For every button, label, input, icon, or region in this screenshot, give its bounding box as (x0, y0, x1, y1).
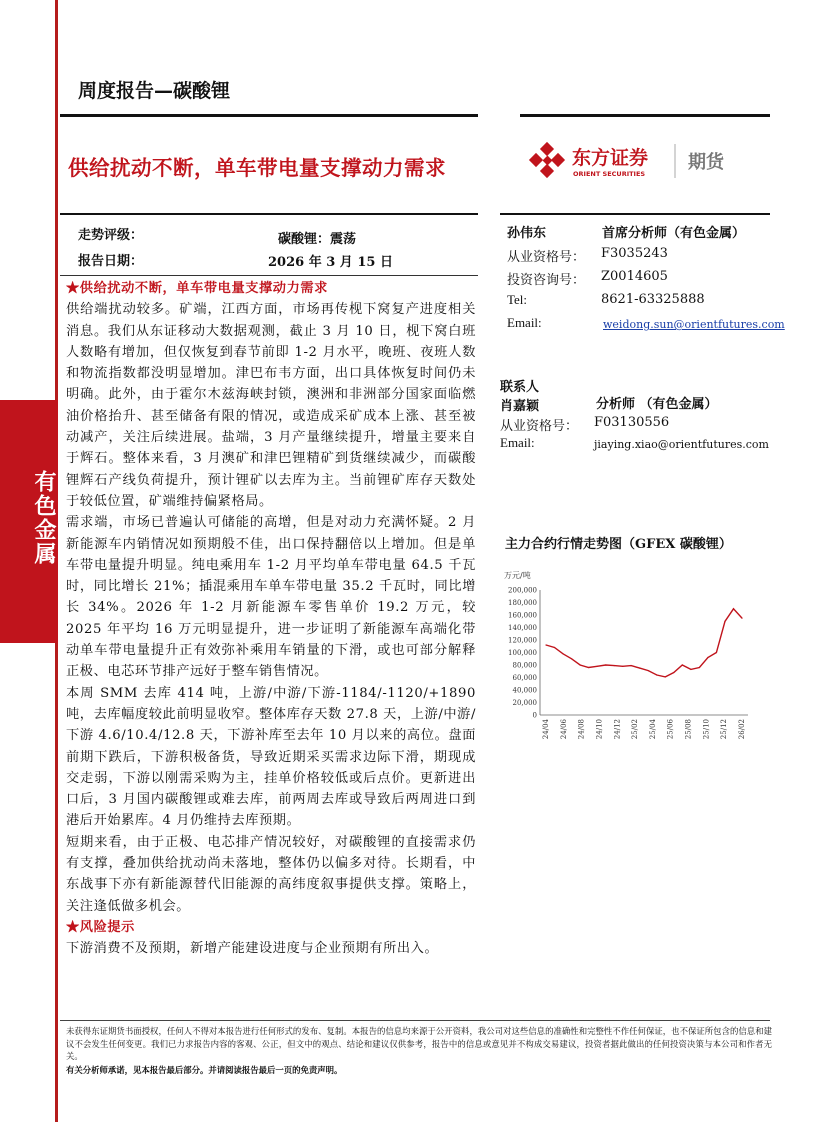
y-tick-label: 200,000 (508, 586, 537, 595)
risk-heading: ★风险提示 (66, 919, 135, 935)
y-axis-label: 万元/吨 (504, 571, 531, 580)
logo-text-en: ORIENT SECURITIES (573, 170, 646, 178)
data-point (622, 666, 623, 667)
y-tick-label: 140,000 (508, 624, 537, 632)
analyst-name: 孙伟东 (507, 226, 547, 241)
analyst-invest-label: 投资咨询号： (507, 273, 586, 288)
x-tick-label: 25/06 (666, 719, 675, 740)
data-point (545, 644, 546, 645)
analyst-tel: 8621-63325888 (601, 292, 705, 307)
data-point (614, 665, 615, 666)
x-tick-label: 24/04 (542, 719, 550, 740)
y-tick-label: 0 (532, 711, 537, 720)
y-tick-label: 40,000 (512, 686, 537, 695)
logo-division: 期货 (688, 152, 724, 173)
data-point (562, 653, 563, 654)
rating-label: 走势评级： (78, 228, 144, 243)
data-point (716, 652, 717, 653)
x-tick-label: 24/06 (559, 719, 568, 740)
y-tick-label: 60,000 (512, 674, 537, 682)
logo-text-cn: 东方证券 (572, 147, 649, 169)
risk-text: 下游消费不及预期，新增产能建设进度与企业预期有所出入。 (66, 941, 439, 957)
data-point (699, 667, 700, 668)
analyst-cert: F3035243 (601, 246, 668, 261)
x-tick-label: 25/12 (720, 719, 729, 740)
analyst-email-label: Email: (507, 315, 542, 330)
date-label: 报告日期： (78, 254, 144, 269)
contact-name: 肖嘉颖 (500, 399, 540, 414)
rating-value: 碳酸锂：震荡 (278, 232, 357, 247)
x-tick-label: 25/02 (631, 719, 640, 740)
contact-cert: F03130556 (594, 415, 670, 430)
contact-email-label: Email: (500, 435, 535, 450)
data-point (733, 608, 734, 609)
x-tick-label: 25/04 (648, 719, 657, 740)
y-tick-label: 100,000 (508, 649, 537, 657)
report-type: 周度报告—碳酸锂 (78, 80, 231, 102)
x-tick-label: 24/12 (613, 719, 622, 740)
divider (60, 213, 478, 215)
x-tick-label: 24/10 (595, 719, 604, 740)
data-point (724, 621, 725, 622)
contact-email[interactable]: jiaying.xiao@orientfutures.com (594, 438, 769, 451)
report-body (66, 278, 476, 960)
x-tick-label: 25/10 (702, 719, 711, 740)
data-point (571, 658, 572, 659)
logo-mark-icon (528, 140, 768, 182)
chart-title: 主力合约行情走势图（GFEX 碳酸锂） (505, 537, 732, 552)
sidebar-label: 有色金属 (31, 470, 56, 566)
analyst-title: 首席分析师（有色金属） (602, 226, 746, 241)
data-point (665, 676, 666, 677)
divider (60, 114, 478, 117)
analyst-tel-label: Tel: (507, 292, 528, 307)
paragraph-demand: 需求端，市场已普遍认可储能的高增，但是对动力充满怀疑。2 月新能源车内销情况如预期般不佳，出口保持翻倍以上增加。但是单车带电量提升明显。纯电乘用车 1-2 月平均单车带电量 64.5 千瓦时，同比增长 21%；插混乘用车单车带电量 35.2 千瓦时，同比增长 34%。2026 年 1-2 月新能源车零售单价 19.2 万元，较 2025 年平均 16 万元明显提升，进一步证明了新能源车高端化带动单车带电量提升正有效弥补乘用车销量的下滑，或也可部分解释正极、电芯环节排产远好于整车销售情况。 (66, 515, 476, 680)
data-point (741, 618, 742, 619)
data-point (580, 664, 581, 665)
report-date: 2026 年 3 月 15 日 (268, 255, 393, 270)
data-point (605, 664, 606, 665)
x-tick-label: 25/08 (684, 719, 693, 740)
data-point (597, 666, 598, 667)
disclaimer: 未获得东证期货书面授权，任何人不得对本报告进行任何形式的发布、复制。本报告的信息均来源于公开资料，我公司对这些信息的准确性和完整性不作任何保证，也不保证所包含的信息和建议不会发生任何变更。我们已力求报告内容的客观、公正，但文中的观点、结论和建议仅供参考，报告中的信息或意见并不构成交易建议，投资者据此做出的任何投资决策与本公司和作者无关。 (66, 1026, 772, 1061)
divider (500, 213, 770, 215)
data-point (656, 674, 657, 675)
divider (60, 275, 478, 276)
page-title: 供给扰动不断，单车带电量支撑动力需求 (68, 156, 446, 180)
contact-heading: 联系人 (500, 380, 540, 395)
sidebar-top (0, 0, 58, 400)
sidebar-bottom (0, 643, 58, 1122)
company-logo (528, 140, 768, 182)
data-point (631, 665, 632, 666)
contact-title: 分析师 （有色金属） (596, 397, 718, 412)
data-point (673, 672, 674, 673)
paragraph-outlook: 短期来看，由于正极、电芯排产情况较好，对碳酸锂的直接需求仍有支撑，叠加供给扰动尚未落地，整体仍以偏多对待。长期看，中东战事下亦有新能源替代旧能源的高纬度叙事提供支撑。策略上，关注逢低做多机会。 (66, 834, 476, 914)
y-tick-label: 160,000 (508, 611, 537, 620)
paragraph-supply: 供给端扰动较多。矿端，江西方面，市场再传枧下窝复产进度相关消息。我们从东证移动大数据观测，截止 3 月 10 日，枧下窝白班人数略有增加，但仅恢复到春节前即 1-2 月水平，晚班、夜班人数和物流指数都没明显增加。津巴布韦方面，出口具体恢复时间仍未明确。此外，由于霍尔木兹海峡封锁，澳洲和非洲部分国家面临燃油价格抬升、甚至储备有限的情况，或造成采矿成本上涨、甚至被动减产，关注后续进展。盐端，3 月产量继续提升，增量主要来自于辉石。整体来看，3 月澳矿和津巴锂精矿到货继续减少，而碳酸锂辉石产线负荷提升，预计锂矿以去库为主。当前锂矿库存天数处于较低位置，矿端维持偏紧格局。 (66, 302, 476, 509)
data-point (554, 647, 555, 648)
paragraph-inventory: 本周 SMM 去库 414 吨，上游/中游/下游-1184/-1120/+1890 吨，去库幅度较此前明显收窄。整体库存天数 27.8 天，上游/中游/下游 4.6/10.4/12.8 天，下游补库至去年 10 月以来的高位。盘面前期下跌后，下游积极备货，导致近期采买需求边际下滑，期现成交走弱，下游以刚需采购为主，挂单价格较低或后点价。更新进出口后，3 月国内碳酸锂或难去库，前两周去库或导致后两周进口到港后开始累库。4 月仍维持去库预期。 (66, 685, 476, 829)
x-tick-label: 24/08 (577, 719, 586, 740)
x-tick-label: 26/02 (738, 719, 746, 740)
data-point (707, 657, 708, 658)
divider (60, 1020, 770, 1021)
contact-cert-label: 从业资格号： (500, 419, 579, 434)
data-point (682, 664, 683, 665)
data-point (639, 668, 640, 669)
section-heading: ★供给扰动不断，单车带电量支撑动力需求 (66, 281, 328, 296)
data-point (588, 667, 589, 668)
disclaimer-notice: 有关分析师承诺，见本报告最后部分。并请阅读报告最后一页的免责声明。 (66, 1065, 343, 1075)
y-tick-label: 80,000 (512, 661, 537, 670)
y-tick-label: 120,000 (508, 636, 537, 645)
y-tick-label: 20,000 (512, 699, 537, 707)
data-point (690, 669, 691, 670)
y-tick-label: 180,000 (508, 599, 537, 607)
series-line (546, 609, 742, 677)
data-point (648, 670, 649, 671)
price-chart (500, 565, 770, 755)
divider (520, 114, 770, 117)
analyst-cert-label: 从业资格号： (507, 250, 586, 265)
analyst-email-link[interactable]: weidong.sun@orientfutures.com (603, 318, 785, 331)
analyst-invest: Z0014605 (601, 269, 668, 284)
